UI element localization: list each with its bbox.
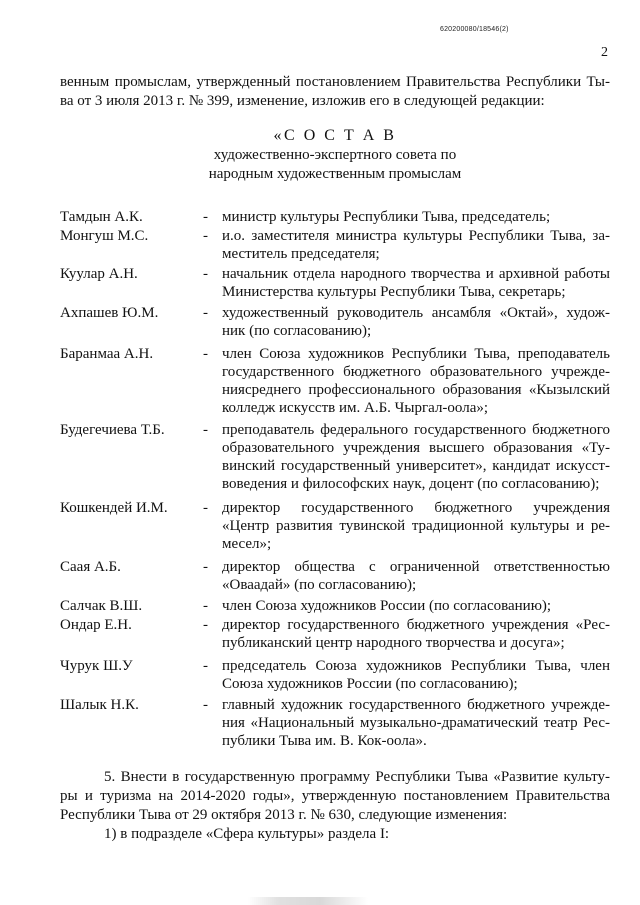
member-name: Ахпашев Ю.М. xyxy=(60,305,159,321)
member-role-line: ния «Национальный музыкально-драматический театр Рес- xyxy=(222,715,610,731)
member-role-line: министр культуры Республики Тыва, председатель; xyxy=(222,209,551,225)
member-role-line: директор государственного бюджетного учреждения xyxy=(222,500,610,516)
member-role-line: образовательного учреждения высшего образования «Ту- xyxy=(222,440,610,456)
member-role-line: колледж искусств им. А.Б. Чыргал-оола»; xyxy=(222,400,489,416)
document-id: 620200080/18546(2) xyxy=(440,26,509,33)
page-number: 2 xyxy=(601,45,608,60)
item-5-line: 5. Внести в государственную программу Республики Тыва «Развитие культу- xyxy=(104,769,610,785)
member-role-line: и.о. заместителя министра культуры Республики Тыва, за- xyxy=(222,228,610,244)
member-dash: - xyxy=(203,559,208,575)
member-role xyxy=(222,421,610,493)
member-name: Тамдын А.К. xyxy=(60,209,143,225)
member-dash: - xyxy=(203,266,208,282)
member-name: Салчак В.Ш. xyxy=(60,598,143,614)
heading-line: народным художественным промыслам xyxy=(208,166,462,182)
member-name: Баранмаа А.Н. xyxy=(60,346,154,362)
intro-paragraph xyxy=(60,73,610,111)
member-dash: - xyxy=(203,658,208,674)
member-role-line: директор государственного бюджетного учреждения «Рес- xyxy=(222,617,610,633)
member-role-line: Союза художников России (по согласованию); xyxy=(222,676,518,692)
member-role xyxy=(222,597,610,615)
member-dash: - xyxy=(203,305,208,321)
member-role-line: преподаватель федерального государственного бюджетного xyxy=(222,422,610,438)
member-name: Чурук Ш.У xyxy=(60,658,133,674)
member-role xyxy=(222,208,610,226)
member-role-line: воведения и философских наук, доцент (по согласованию); xyxy=(222,476,600,492)
item-5-line: 1) в подразделе «Сфера культуры» раздела I: xyxy=(104,826,390,842)
member-dash: - xyxy=(203,422,208,438)
member-dash: - xyxy=(203,697,208,713)
composition-heading xyxy=(60,126,610,184)
member-role-line: член Союза художников Республики Тыва, преподаватель xyxy=(222,346,610,362)
member-name: Шалык Н.К. xyxy=(60,697,139,713)
member-role-line: «Центр развития тувинской традиционной культуры и ре- xyxy=(222,518,610,534)
intro-line: венным промыслам, утвержденный постановлением Правительства Республики Ты- xyxy=(60,74,610,90)
member-dash: - xyxy=(203,500,208,516)
footer-scan-mark xyxy=(248,897,368,905)
member-role xyxy=(222,227,610,263)
intro-line: ва от 3 июля 2013 г. № 399, изменение, изложив его в следующей редакции: xyxy=(60,93,545,109)
heading-title: «С О С Т А В xyxy=(273,127,397,144)
member-dash: - xyxy=(203,228,208,244)
member-role-line: меститель председателя; xyxy=(222,246,380,262)
member-role-line: ник (по согласованию); xyxy=(222,323,372,339)
member-name: Будегечиева Т.Б. xyxy=(60,422,165,438)
member-role-line: месел»; xyxy=(222,536,272,552)
item-5-line: ры и туризма на 2014-2020 годы», утвержденную постановлением Правительства xyxy=(60,788,610,804)
member-name: Куулар А.Н. xyxy=(60,266,138,282)
member-role-line: «Оваадай» (по согласованию); xyxy=(222,577,417,593)
member-role xyxy=(222,558,610,594)
member-role xyxy=(222,696,610,750)
heading-line: художественно-экспертного совета по xyxy=(213,147,457,163)
member-name: Ондар Е.Н. xyxy=(60,617,132,633)
member-role-line: публики Тыва им. В. Кок-оола». xyxy=(222,733,427,749)
member-role xyxy=(222,616,610,652)
member-dash: - xyxy=(203,617,208,633)
item-5-line: Республики Тыва от 29 октября 2013 г. № 630, следующие изменения: xyxy=(60,807,508,823)
member-role-line: главный художник государственного бюджетного учрежде- xyxy=(222,697,610,713)
item-5-paragraph xyxy=(60,768,610,844)
member-role xyxy=(222,657,610,693)
member-dash: - xyxy=(203,209,208,225)
member-role-line: председатель Союза художников Республики Тыва, член xyxy=(222,658,610,674)
member-dash: - xyxy=(203,346,208,362)
member-role-line: художественный руководитель ансамбля «Октай», худож- xyxy=(222,305,610,321)
member-role-line: ниясреднего профессионального образования «Кызылский xyxy=(222,382,610,398)
member-role xyxy=(222,499,610,553)
member-dash: - xyxy=(203,598,208,614)
member-role-line: государственного бюджетного образовательного учрежде- xyxy=(222,364,610,380)
member-name: Монгуш М.С. xyxy=(60,228,149,244)
member-role-line: директор общества с ограниченной ответственностью xyxy=(222,559,610,575)
member-role-line: Министерства культуры Республики Тыва, секретарь; xyxy=(222,284,566,300)
member-name: Кошкендей И.М. xyxy=(60,500,168,516)
member-role-line: публиканский центр народного творчества и досуга»; xyxy=(222,635,565,651)
member-role xyxy=(222,304,610,340)
member-role xyxy=(222,265,610,301)
member-role xyxy=(222,345,610,417)
member-name: Саая А.Б. xyxy=(60,559,121,575)
member-role-line: член Союза художников России (по согласованию); xyxy=(222,598,552,614)
member-role-line: винский государственный университет», кандидат искусст- xyxy=(222,458,610,474)
member-role-line: начальник отдела народного творчества и архивной работы xyxy=(222,266,610,282)
